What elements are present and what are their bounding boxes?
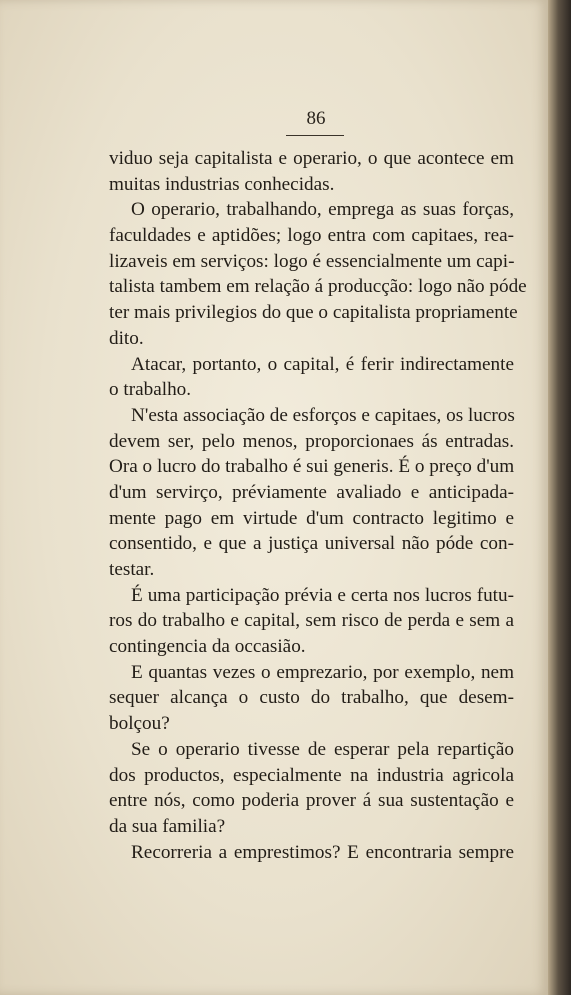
text-line: mente pago em virtude d'um contracto legitimo e	[109, 507, 514, 529]
text-line: E quantas vezes o emprezario, por exemplo, nem	[131, 661, 514, 683]
text-line: Recorreria a emprestimos? E encontraria sempre	[131, 841, 514, 863]
text-line: contingencia da occasião.	[109, 636, 306, 658]
text-line: dito.	[109, 327, 144, 349]
text-line: o trabalho.	[109, 379, 192, 401]
text-line: entre nós, como poderia prover á sua sustentação e	[109, 790, 514, 812]
text-line: O operario, trabalhando, emprega as suas forças,	[131, 199, 514, 221]
text-line: testar.	[109, 559, 155, 580]
text-line: N'esta associação de esforços e capitaes, os lucros	[131, 404, 515, 426]
text-line: dos productos, especialmente na industria agricola	[109, 764, 514, 786]
text-line: devem ser, pelo menos, proporcionaes ás entradas.	[109, 430, 514, 452]
text-line: talista tambem em relação á producção: logo não póde	[109, 276, 527, 298]
book-spine	[548, 0, 571, 995]
text-line: d'um servirço, préviamente avaliado e anticipada-	[109, 481, 514, 503]
text-line: lizaveis em serviços: logo é essencialmente um capi-	[109, 250, 515, 272]
text-line: É uma participação prévia e certa nos lucros futu-	[131, 584, 514, 606]
text-line: Atacar, portanto, o capital, é ferir indirectamente	[131, 353, 514, 375]
text-line: viduo seja capitalista e operario, o que acontece em	[109, 148, 514, 169]
text-line: faculdades e aptidões; logo entra com capitaes, rea-	[109, 225, 514, 247]
text-line: Ora o lucro do trabalho é sui generis. É o preço d'um	[109, 456, 515, 478]
text-line: Se o operario tivesse de esperar pela repartição	[131, 738, 514, 760]
page-number: 86	[306, 108, 326, 129]
text-line: ros do trabalho e capital, sem risco de perda e sem a	[109, 610, 514, 632]
header-rule	[286, 135, 344, 136]
text-line: da sua familia?	[109, 815, 226, 837]
body-text	[109, 146, 527, 865]
text-line: bolçou?	[109, 713, 170, 735]
text-line: consentido, e que a justiça universal não póde con-	[109, 533, 514, 555]
text-line: muitas industrias conhecidas.	[109, 173, 335, 195]
text-line: ter mais privilegios do que o capitalista propriamente	[109, 302, 518, 324]
text-line: sequer alcança o custo do trabalho, que desem-	[109, 687, 514, 709]
